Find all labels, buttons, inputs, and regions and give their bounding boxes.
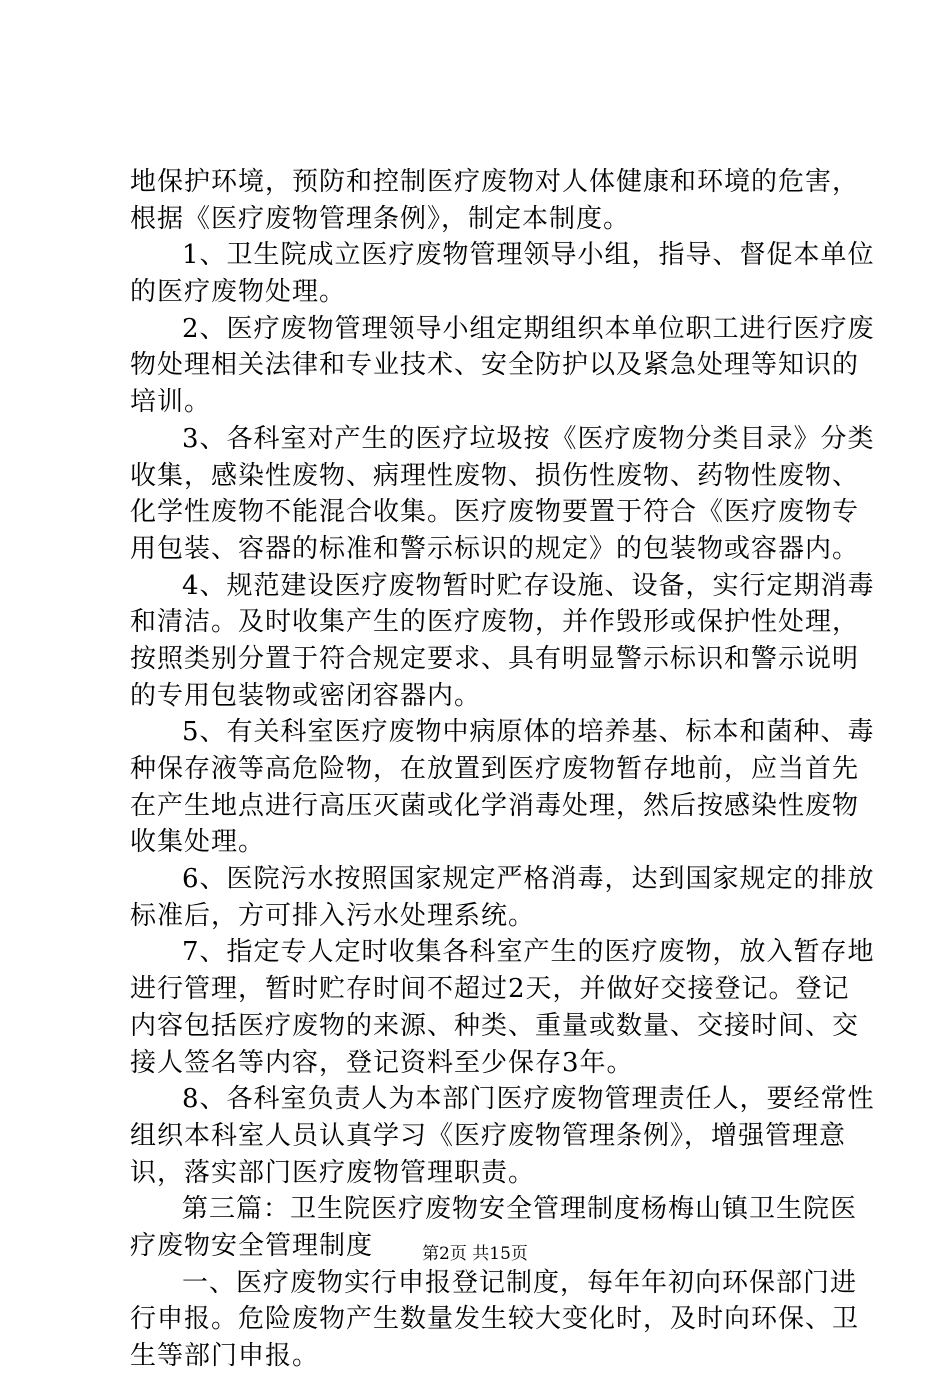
text-line: 第三篇：卫生院医疗废物安全管理制度杨梅山镇卫生院医 xyxy=(182,1194,858,1225)
text-line: 8、各科室负责人为本部门医疗废物管理责任人，要经常性 xyxy=(182,1084,875,1115)
text-line: 进行管理，暂时贮存时间不超过2天，并做好交接登记。登记 xyxy=(130,974,850,1005)
text-line: 识，落实部门医疗废物管理职责。 xyxy=(130,1157,536,1188)
text-line: 2、医疗废物管理领导小组定期组织本单位职工进行医疗废 xyxy=(182,313,875,344)
text-line: 收集处理。 xyxy=(130,827,266,858)
text-line: 标准后，方可排入污水处理系统。 xyxy=(130,900,536,931)
text-line: 在产生地点进行高压灭菌或化学消毒处理，然后按感染性废物 xyxy=(130,790,860,821)
text-line: 6、医院污水按照国家规定严格消毒，达到国家规定的排放 xyxy=(182,864,875,895)
text-line: 地保护环境，预防和控制医疗废物对人体健康和环境的危害， xyxy=(130,167,860,197)
document-body xyxy=(130,164,875,1375)
text-line: 按照类别分置于符合规定要求、具有明显警示标识和警示说明 xyxy=(130,643,860,674)
text-line: 4、规范建设医疗废物暂时贮存设施、设备，实行定期消毒 xyxy=(182,570,875,601)
text-line: 的专用包装物或密闭容器内。 xyxy=(130,680,482,711)
text-line: 接人签名等内容，登记资料至少保存3年。 xyxy=(130,1047,634,1078)
text-line: 组织本科室人员认真学习《医疗废物管理条例》，增强管理意 xyxy=(130,1120,847,1151)
text-line: 种保存液等高危险物，在放置到医疗废物暂存地前，应当首先 xyxy=(130,754,860,784)
text-line: 根据《医疗废物管理条例》，制定本制度。 xyxy=(130,203,631,234)
text-line: 用包装、容器的标准和警示标识的规定》的包装物或容器内。 xyxy=(130,533,860,564)
text-line: 疗废物安全管理制度 xyxy=(130,1230,374,1261)
text-line: 生等部门申报。 xyxy=(130,1341,320,1371)
text-line: 培训。 xyxy=(130,387,212,418)
page-number-footer: 第2页 共15页 xyxy=(422,1244,528,1264)
text-line: 物处理相关法律和专业技术、安全防护以及紧急处理等知识的 xyxy=(130,350,860,381)
text-line: 收集，感染性废物、病理性废物、损伤性废物、药物性废物、 xyxy=(130,460,860,491)
text-line: 化学性废物不能混合收集。医疗废物要置于符合《医疗废物专 xyxy=(130,497,860,528)
text-line: 和清洁。及时收集产生的医疗废物，并作毁形或保护性处理， xyxy=(130,607,860,638)
text-line: 一、医疗废物实行申报登记制度，每年年初向环保部门进 xyxy=(182,1267,858,1298)
text-line: 5、有关科室医疗废物中病原体的培养基、标本和菌种、毒 xyxy=(182,717,875,748)
text-line: 行申报。危险废物产生数量发生较大变化时，及时向环保、卫 xyxy=(130,1304,860,1335)
text-line: 的医疗废物处理。 xyxy=(130,277,347,308)
text-line: 内容包括医疗废物的来源、种类、重量或数量、交接时间、交 xyxy=(130,1010,860,1041)
text-line: 3、各科室对产生的医疗垃圾按《医疗废物分类目录》分类 xyxy=(182,423,875,454)
text-line: 1、卫生院成立医疗废物管理领导小组，指导、督促本单位 xyxy=(182,240,875,271)
text-line: 7、指定专人定时收集各科室产生的医疗废物，放入暂存地 xyxy=(182,937,875,968)
